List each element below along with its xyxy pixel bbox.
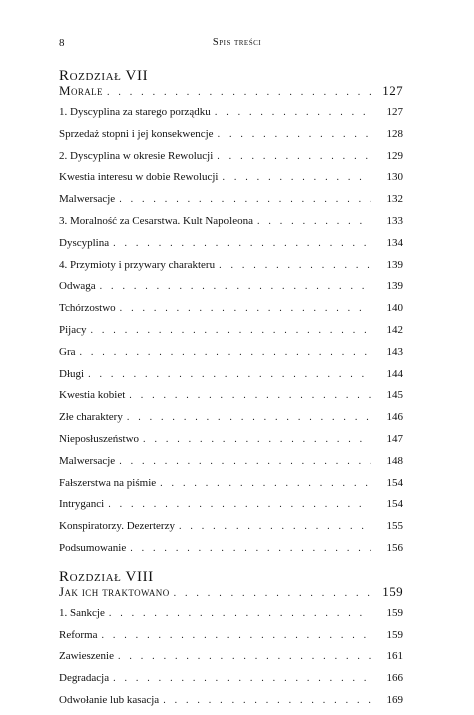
toc-entry-label: Zawieszenie xyxy=(59,650,114,663)
toc-entry-label: 4. Przymioty i przywary charakteru xyxy=(59,258,216,271)
dot-leader xyxy=(129,389,371,403)
dot-leader xyxy=(80,346,372,360)
toc-entry-label: Gra xyxy=(59,345,76,358)
toc-entry-label: Kwestia interesu w dobie Rewolucji xyxy=(59,171,219,184)
toc-entry[interactable] xyxy=(59,497,403,519)
toc-entry[interactable] xyxy=(59,519,403,541)
toc-entry-page: 143 xyxy=(386,345,403,358)
toc-entry[interactable] xyxy=(59,323,403,345)
toc-entry-page: 142 xyxy=(386,323,403,336)
toc-entry-label: 2. Dyscyplina w okresie Rewolucji xyxy=(59,149,214,162)
dot-leader xyxy=(217,150,371,164)
dot-leader xyxy=(107,86,371,100)
toc-entry-label: Kwestia kobiet xyxy=(59,389,126,402)
toc-entry-page: 159 xyxy=(386,606,403,619)
dot-leader xyxy=(130,542,371,556)
toc-entry-page: 139 xyxy=(386,258,403,271)
toc-entry-label: 1. Sankcje xyxy=(59,606,105,619)
dot-leader xyxy=(219,259,371,273)
dot-leader xyxy=(113,237,371,251)
dot-leader xyxy=(109,607,371,621)
dot-leader xyxy=(160,477,371,491)
toc-entry-page: 154 xyxy=(386,476,403,489)
dot-leader xyxy=(215,106,371,120)
toc-entry-page: 133 xyxy=(386,214,403,227)
toc-entry[interactable] xyxy=(59,693,403,715)
toc-entry[interactable] xyxy=(59,367,403,389)
toc-entry-page: 127 xyxy=(386,106,403,118)
toc-entry[interactable] xyxy=(59,454,403,476)
toc-entry[interactable] xyxy=(59,476,403,498)
toc-entry-page: 147 xyxy=(386,432,403,445)
toc-entry[interactable] xyxy=(59,410,403,432)
dot-leader xyxy=(174,587,371,601)
toc-entry-label: Intryganci xyxy=(59,498,105,511)
dot-leader xyxy=(118,650,371,664)
toc-entry-label: 3. Moralność za Cesarstwa. Kult Napoleona xyxy=(59,214,253,227)
toc-entry[interactable] xyxy=(59,606,403,628)
dot-leader xyxy=(163,694,371,708)
toc-entry[interactable] xyxy=(59,105,403,127)
toc-entry-label: Pijacy xyxy=(59,323,87,336)
toc-entry[interactable] xyxy=(59,671,403,693)
dot-leader xyxy=(179,520,371,534)
toc-section[interactable] xyxy=(59,84,403,101)
toc-entry-label: Malwersacje xyxy=(59,454,116,467)
toc-entry-label: Złe charaktery xyxy=(59,411,123,424)
toc-entry-page: 155 xyxy=(386,520,403,533)
toc-entry-label: Fałszerstwa na piśmie xyxy=(59,476,157,489)
toc-entry[interactable] xyxy=(59,345,403,367)
toc-entry[interactable] xyxy=(59,236,403,258)
toc-entry[interactable] xyxy=(59,628,403,650)
toc-entry-page: 159 xyxy=(386,628,403,641)
dot-leader xyxy=(257,215,371,229)
toc-entry-label: Długi xyxy=(59,367,85,380)
toc-entry-page: 144 xyxy=(386,367,403,380)
toc-entry-label: Odwołanie lub kasacja xyxy=(59,693,160,706)
toc-entry-page: 134 xyxy=(386,236,403,249)
dot-leader xyxy=(119,455,371,469)
dot-leader xyxy=(113,672,371,686)
toc-entry-label: Malwersacje xyxy=(59,193,116,206)
toc-entry-page: 148 xyxy=(386,454,403,467)
dot-leader xyxy=(127,411,371,425)
dot-leader xyxy=(119,193,371,207)
toc-entry-page: 129 xyxy=(386,149,403,162)
running-title: Spis treści xyxy=(212,37,262,48)
dot-leader xyxy=(88,368,371,382)
dot-leader xyxy=(218,128,371,142)
toc-entry[interactable] xyxy=(59,214,403,236)
toc-entry-page: 128 xyxy=(386,127,403,140)
toc-entry-label: Reforma xyxy=(59,628,98,641)
toc-section-label: Jak ich traktowano xyxy=(59,583,170,599)
toc-entry-page: 132 xyxy=(386,193,403,206)
toc-section-page: 159 xyxy=(382,583,403,599)
toc-entry[interactable] xyxy=(59,541,403,563)
toc-entry[interactable] xyxy=(59,127,403,149)
page-number: 8 xyxy=(59,37,65,49)
toc-entry-label: Dyscyplina xyxy=(59,236,110,249)
toc-entry[interactable] xyxy=(59,649,403,671)
toc-entry[interactable] xyxy=(59,388,403,410)
toc-entry-label: 1. Dyscyplina za starego porządku xyxy=(59,106,211,118)
chapter-title: Rozdział VII xyxy=(59,68,149,84)
toc-entry-page: 166 xyxy=(386,672,403,685)
toc-entry[interactable] xyxy=(59,170,403,192)
dot-leader xyxy=(108,498,371,512)
toc-section-page: 127 xyxy=(382,83,403,98)
dot-leader xyxy=(100,280,371,294)
toc-entry-label: Sprzedaż stopni i jej konsekwencje xyxy=(59,127,214,140)
toc-entry-page: 140 xyxy=(386,302,403,315)
toc-section[interactable] xyxy=(59,585,403,602)
toc-section-label: Morale xyxy=(59,83,103,98)
page-header xyxy=(59,37,415,53)
toc-entry-label: Konspiratorzy. Dezerterzy xyxy=(59,520,175,533)
toc-entry-page: 130 xyxy=(386,171,403,184)
toc-entry-page: 161 xyxy=(386,650,403,663)
toc-entry-page: 146 xyxy=(386,411,403,424)
dot-leader xyxy=(222,171,371,185)
dot-leader xyxy=(143,433,371,447)
table-of-contents xyxy=(59,68,403,715)
toc-entry[interactable] xyxy=(59,301,403,323)
toc-entry-label: Degradacja xyxy=(59,672,110,685)
toc-entry[interactable] xyxy=(59,432,403,454)
toc-entry[interactable] xyxy=(59,192,403,214)
toc-entry-label: Podsumowanie xyxy=(59,541,127,554)
toc-entry-label: Tchórzostwo xyxy=(59,302,116,315)
toc-entry-label: Nieposłuszeństwo xyxy=(59,432,140,445)
toc-entry-label: Odwaga xyxy=(59,280,96,293)
toc-entry-page: 154 xyxy=(386,498,403,511)
dot-leader xyxy=(101,629,371,643)
toc-entry-page: 139 xyxy=(386,280,403,293)
toc-entry[interactable] xyxy=(59,258,403,280)
toc-entry-page: 156 xyxy=(386,541,403,554)
toc-entry[interactable] xyxy=(59,149,403,171)
toc-entry[interactable] xyxy=(59,279,403,301)
toc-entry-page: 169 xyxy=(386,693,403,706)
dot-leader xyxy=(120,302,371,316)
toc-entry-page: 145 xyxy=(386,389,403,402)
dot-leader xyxy=(91,324,372,338)
chapter-title: Rozdział VIII xyxy=(59,568,154,585)
